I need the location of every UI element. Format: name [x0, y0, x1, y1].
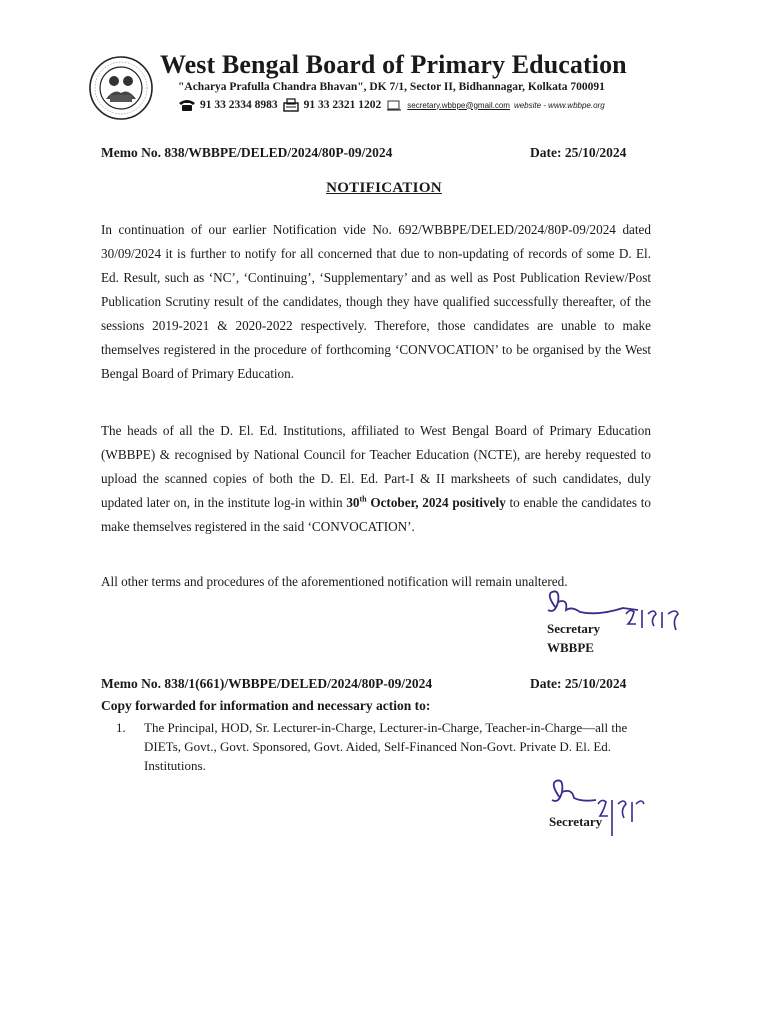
list-item	[116, 718, 656, 775]
notification-title: NOTIFICATION	[326, 180, 442, 196]
org-address: "Acharya Prafulla Chandra Bhavan", DK 7/1, Sector II, Bidhannagar, Kolkata 700091	[178, 81, 605, 93]
paragraph-2-text-a: The heads of all the D. El. Ed. Institutions, affiliated to West Bengal Board of Primary Education (WBBPE) & recognised by National Council for Teacher Education (NCTE), are hereby requested to upload the scanned copies of both the D. El. Ed. Part-I & II marksheets of such candidates, duly updated later on, in the institute log-in within	[101, 423, 651, 510]
secretary-title-2: Secretary	[549, 814, 603, 829]
email-icon	[385, 98, 403, 112]
fax-number: 91 33 2321 1202	[303, 99, 382, 111]
list-item-number: 1.	[116, 720, 126, 735]
email-link[interactable]: secretary.wbbpe@gmail.com	[407, 100, 510, 110]
secretary-title: Secretary	[547, 621, 601, 636]
paragraph-1: In continuation of our earlier Notification vide No. 692/WBBPE/DELED/2024/80P-09/2024 dated 30/09/2024 it is further to notify for all concerned that due to non-updating of records of some D. El. Ed. Result, such as ‘NC’, ‘Continuing’, ‘Supplementary’ and as well as Post Publication Review/Post Publication Scrutiny result of the candidates, though they have qualified successfully thereafter, of the sessions 2019-2021 & 2020-2022 respectively. Therefore, those candidates are unable to make themselves registered in the procedure of forthcoming ‘CONVOCATION’ to be organised by the West Bengal Board of Primary Education.	[101, 222, 651, 381]
signature-block-2	[549, 812, 602, 831]
memo-date: Date: 25/10/2024	[530, 145, 627, 160]
deadline-sup: th	[359, 494, 367, 504]
org-name: West Bengal Board of Primary Education	[160, 50, 627, 79]
deadline-rest: October, 2024 positively	[366, 495, 506, 510]
paragraph-2	[101, 419, 651, 539]
copy-memo-date: Date: 25/10/2024	[530, 676, 627, 691]
memo-number: Memo No. 838/WBBPE/DELED/2024/80P-09/2024	[101, 145, 393, 160]
secretary-org: WBBPE	[547, 640, 594, 655]
list-item-text: The Principal, HOD, Sr. Lecturer-in-Charge, Lecturer-in-Charge, Teacher-in-Charge—all the DIETs, Govt., Govt. Sponsored, Govt. Aided, Self-Financed Non-Govt. Private D. El. Ed. Institutions.	[144, 720, 628, 773]
copy-list	[116, 718, 656, 775]
paragraph-2-text-b: to enable the candidates to make themselves registered in the said ‘CONVOCATION’.	[101, 495, 651, 534]
fax-icon	[282, 98, 300, 112]
copy-memo-number: Memo No. 838/1(661)/WBBPE/DELED/2024/80P-09/2024	[101, 676, 433, 691]
copy-heading: Copy forwarded for information and necessary action to:	[101, 698, 431, 713]
website-text: website - www.wbbpe.org	[513, 100, 605, 110]
deadline-day: 30	[346, 495, 360, 510]
paragraph-3: All other terms and procedures of the aforementioned notification will remain unaltered.	[101, 574, 568, 589]
telephone-icon	[178, 98, 196, 112]
contact-line	[178, 96, 605, 114]
signature-block-1	[547, 619, 600, 657]
phone-number: 91 33 2334 8983	[200, 99, 278, 111]
wbbpe-seal-logo	[88, 55, 154, 121]
